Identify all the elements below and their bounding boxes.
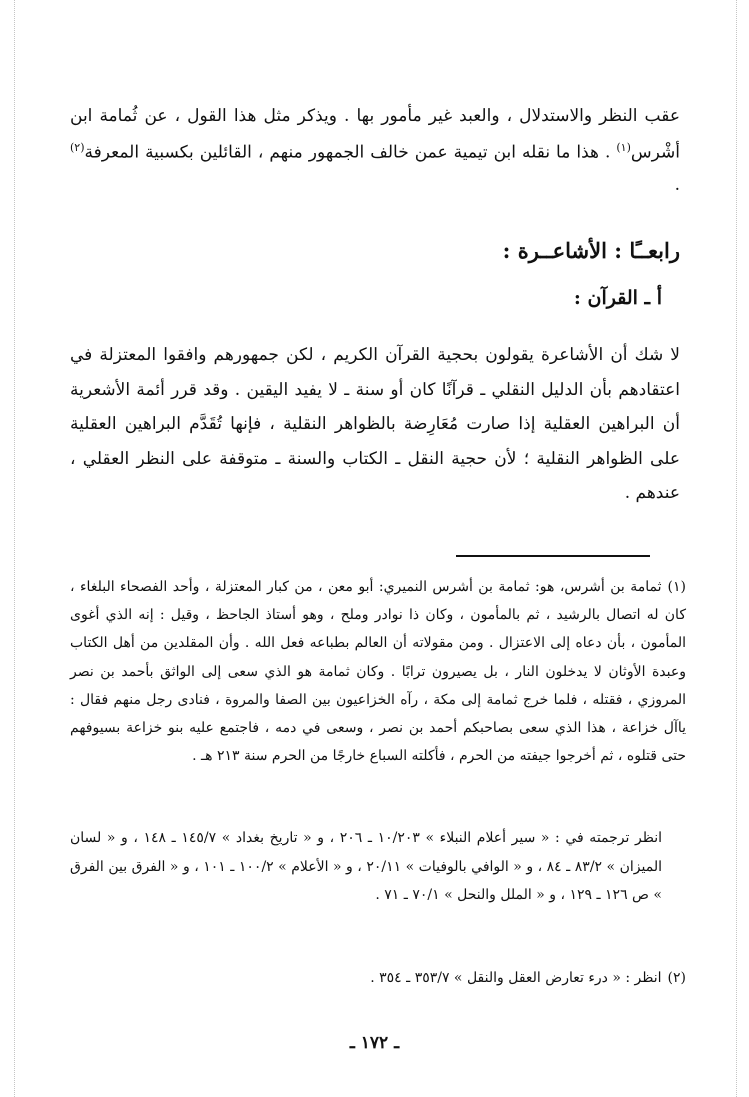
paragraph-1-text-c: . <box>674 174 680 195</box>
footnote-2-text: انظر : « درء تعارض العقل والنقل » ٣٥٣/٧ ـ ٣٥٤ . <box>370 970 662 986</box>
footnote-1-references: انظر ترجمته في : « سير أعلام النبلاء » ١٠/٢٠٣ ـ ٢٠٦ ، و « تاريخ بغداد » ١٤٥/٧ ـ ١٤٨ ، و « لسان الميزان » ٨٣/٢ ـ ٨٤ ، و « الوافي بالوفيات » ٢٠/١١ ، و « الأعلام » ١٠٠/٢ ـ ١٠١ ، و « الفرق بين الفرق » ص ١٢٦ ـ ١٢٩ ، و « الملل والنحل » ٧٠/١ ـ ٧١ . <box>70 830 662 903</box>
footnote-separator <box>456 555 650 557</box>
footnote-1-text: ثمامة بن أشرس، هو: ثمامة بن أشرس النميري: أبو معن ، من كبار المعتزلة ، وأحد الفصحاء البلغاء ، كان له اتصال بالرشيد ، ثم بالمأمون ، وكان ذا نوادر وملح ، وهو أستاذ الجاحظ ، وقيل : إنه الذي أغوى المأمون ، بأن دعاه إلى الاعتزال . ومن مقولاته أن العالم بطباعه فعل الله . وأن المقلدين من أهل الكتاب وعبدة الأوثان لا يدخلون النار ، بل يصيرون ترابًا . وكان ثمامة هو الذي سعى إلى الواثق بأحمد بن نصر المروزي ، فقتله ، فلما خرج ثمامة إلى مكة ، رآه الخزاعيون بين الصفا والمروة ، فنادى رجل منهم فقال : ياآل خزاعة ، هذا الذي سعى بصاحبكم أحمد بن نصر ، وسعى في دمه ، فاجتمع عليه بنو خزاعة بسيوفهم حتى قتلوه ، ثم أخرجوا جيفته من الحرم ، فأكلته السباع خارجًا من الحرم سنة ٢١٣ هـ . <box>70 579 686 765</box>
footnote-2-number: (٢) <box>667 970 686 986</box>
scan-edge-left <box>14 0 15 1097</box>
paragraph-1-text-a: عقب النظر والاستدلال ، والعبد غير مأمور بها . ويذكر مثل هذا القول ، عن ثُمامة ابن أشْرس <box>70 106 680 163</box>
footnote-1-number: (١) <box>667 579 686 595</box>
scan-edge-right <box>736 0 737 1097</box>
footnote-ref-1: (١) <box>616 141 631 154</box>
page-number: ـ ١٧٢ ـ <box>349 1033 400 1053</box>
section-heading: رابعــًا : الأشاعــرة : <box>502 238 680 263</box>
footnote-2 <box>70 964 686 992</box>
subsection-heading: أ ـ القرآن : <box>573 287 662 309</box>
paragraph-2: لا شك أن الأشاعرة يقولون بحجية القرآن الكريم ، لكن جمهورهم وافقوا المعتزلة في اعتقادهم بأن الدليل النقلي ـ قرآنًا كان أو سنة ـ لا يفيد اليقين . وقد قرر أئمة الأشعرية أن البراهين العقلية إذا صارت مُعَارِضة بالظواهر النقلية ، فإنها تُقَدَّم البراهين العقلية على الظواهر النقلية ؛ لأن حجية النقل ـ الكتاب والسنة ـ متوقفة على النظر العقلي ، عندهم . <box>70 345 680 503</box>
paragraph-1 <box>70 100 680 201</box>
paragraph-1-text-b: . هذا ما نقله ابن تيمية عمن خالف الجمهور منهم ، القائلين بكسبية المعرفة <box>84 142 617 163</box>
footnote-ref-2: (٢) <box>70 141 85 154</box>
footnote-1 <box>70 573 686 770</box>
